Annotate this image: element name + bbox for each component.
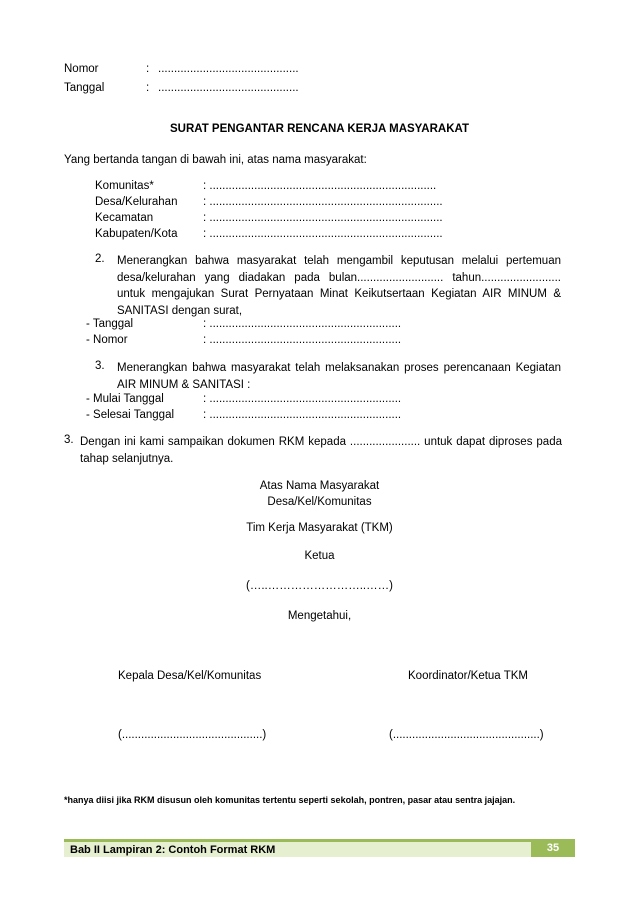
field-label-desa: Desa/Kelurahan <box>95 196 178 208</box>
point3a-selesai-label: - Selesai Tanggal <box>86 409 175 421</box>
ketua-signature-blank: (…..……………………..……) <box>246 580 393 592</box>
mengetahui-label: Mengetahui, <box>287 610 352 622</box>
nomor-blank: ............................................ <box>158 63 299 75</box>
nomor-label: Nomor <box>64 63 99 75</box>
page-number: 35 <box>531 839 575 857</box>
kepala-desa-title: Kepala Desa/Kel/Komunitas <box>118 670 262 682</box>
point3a-mulai-label: - Mulai Tanggal <box>86 393 164 405</box>
point2-nomor-label: - Nomor <box>86 334 128 346</box>
field-label-kabupaten: Kabupaten/Kota <box>95 228 178 240</box>
footnote: *hanya diisi jika RKM disusun oleh komunitas tertentu seperti sekolah, pontren, pasar atau sentra jajajan. <box>64 795 516 805</box>
tanggal-label: Tanggal <box>64 82 105 94</box>
kepala-desa-blank: (............................................) <box>118 729 267 741</box>
field-value-desa: : ......................................................................... <box>203 196 443 208</box>
point2-number: 2. <box>95 253 105 265</box>
field-value-kabupaten: : ......................................................................... <box>203 228 443 240</box>
field-value-kecamatan: : ......................................................................... <box>203 212 443 224</box>
point2-text: Menerangkan bahwa masyarakat telah mengambil keputusan melalui pertemuan desa/kelurahan yang diadakan pada bulan........................... tahun......................... untuk mengajukan Surat Pernyataan Minat Keikutsertaan Kegiatan AIR MINUM & SANITASI dengan surat, <box>117 255 561 317</box>
point3a-text: Menerangkan bahwa masyarakat telah melaksanakan proses perencanaan Kegiatan AIR MINUM & SANITASI : <box>117 362 561 391</box>
tanggal-blank: ............................................ <box>158 82 299 94</box>
tkm-title: Tim Kerja Masyarakat (TKM) <box>246 522 393 534</box>
nomor-colon: : <box>146 63 150 75</box>
field-value-komunitas: : ....................................................................... <box>203 180 437 192</box>
on-behalf-line2: Desa/Kel/Komunitas <box>267 496 372 508</box>
point2-nomor-value: : ............................................................ <box>203 334 402 346</box>
point3b-number: 3. <box>64 434 74 446</box>
field-label-kecamatan: Kecamatan <box>95 212 154 224</box>
point3a-selesai-value: : ............................................................ <box>203 409 402 421</box>
field-label-komunitas: Komunitas* <box>95 180 154 192</box>
document-title: SURAT PENGANTAR RENCANA KERJA MASYARAKAT <box>169 123 469 135</box>
koordinator-title: Koordinator/Ketua TKM <box>408 670 528 682</box>
point2-tanggal-label: - Tanggal <box>86 318 134 330</box>
point3a-mulai-value: : ............................................................ <box>203 393 402 405</box>
intro-text: Yang bertanda tangan di bawah ini, atas nama masyarakat: <box>64 154 367 166</box>
page-footer <box>64 839 575 857</box>
point2-tanggal-value: : ............................................................ <box>203 318 402 330</box>
tanggal-colon: : <box>146 82 150 94</box>
koordinator-blank: (..............................................) <box>389 729 544 741</box>
point3a-number: 3. <box>95 360 105 372</box>
ketua-title: Ketua <box>304 550 335 562</box>
point3b-text: Dengan ini kami sampaikan dokumen RKM kepada ...................... untuk dapat diproses pada tahap selanjutnya. <box>80 436 562 465</box>
footer-chapter: Bab II Lampiran 2: Contoh Format RKM <box>70 844 276 856</box>
on-behalf-line1: Atas Nama Masyarakat <box>259 480 380 492</box>
